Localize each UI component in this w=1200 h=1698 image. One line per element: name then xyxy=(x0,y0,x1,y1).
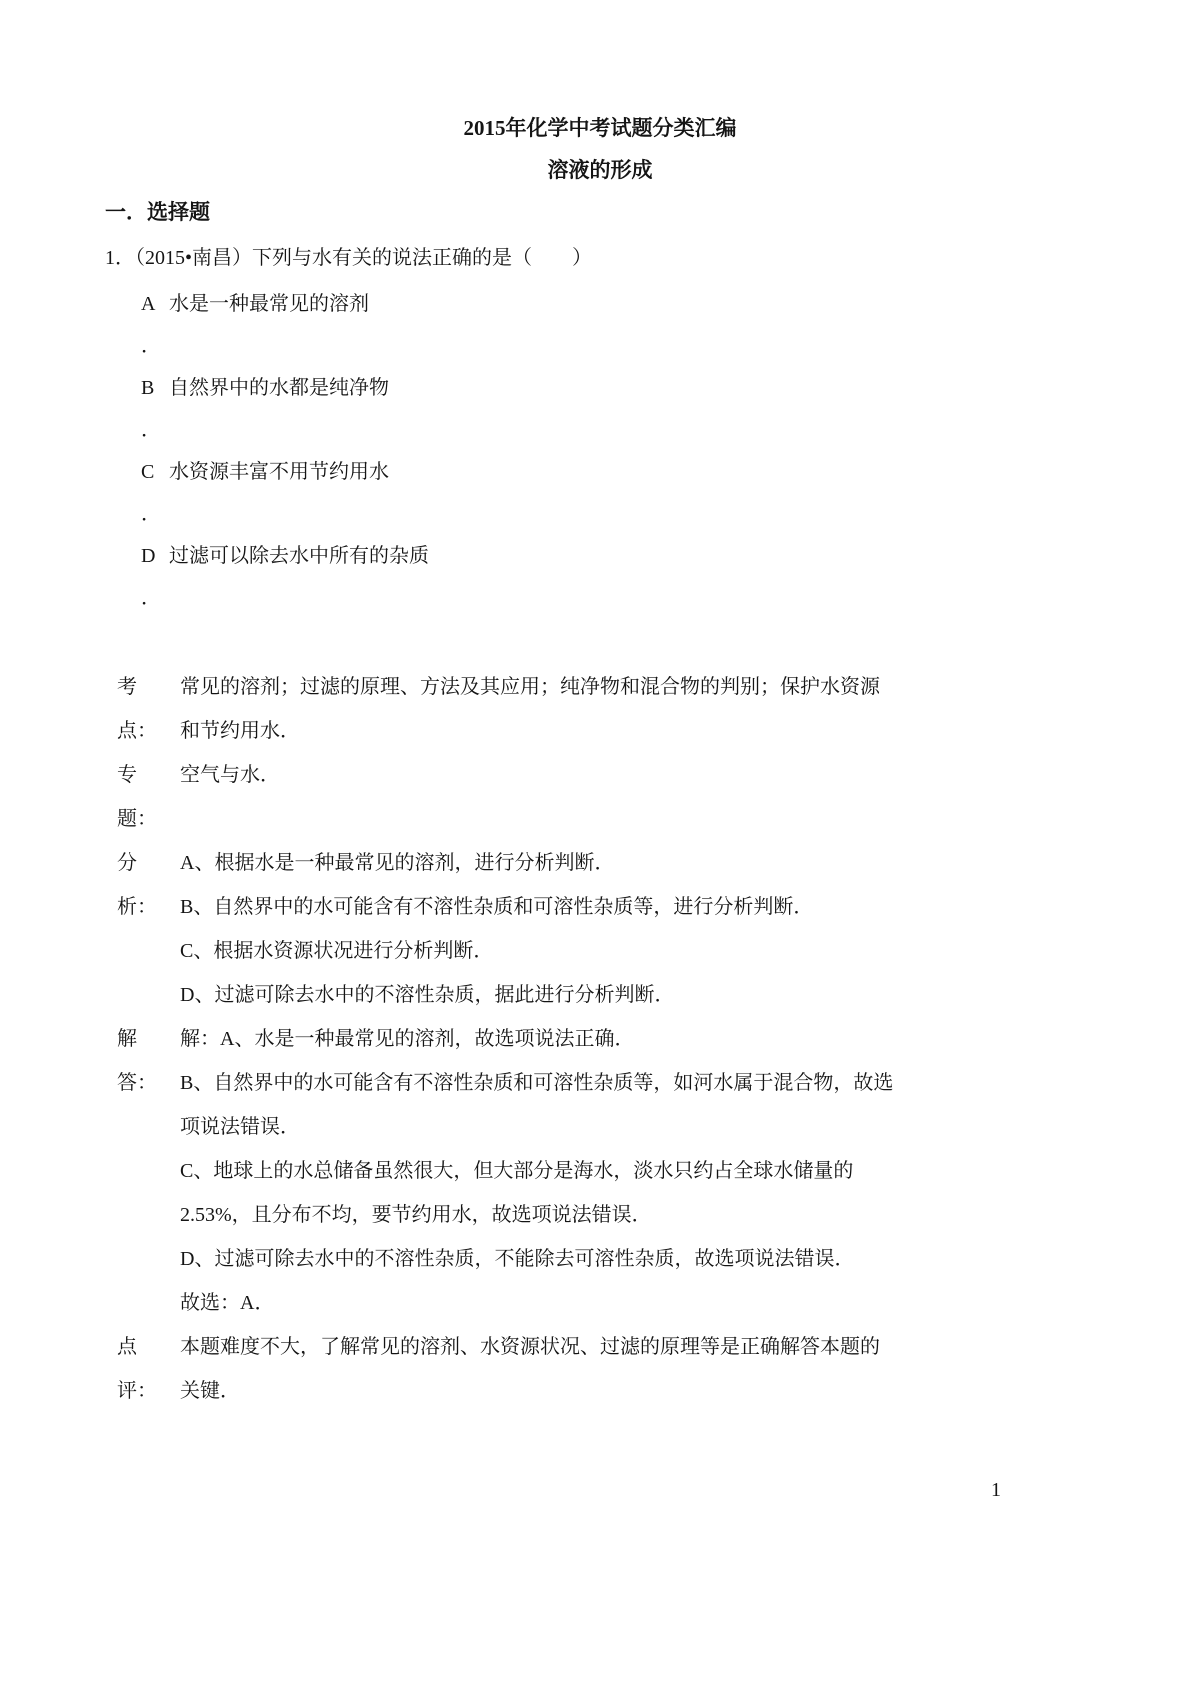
content-line: 故选：A． xyxy=(180,1292,275,1314)
option-b-main xyxy=(141,367,1200,409)
analysis-row-kaodian xyxy=(117,665,1200,753)
content-line: D、过滤可除去水中的不溶性杂质，据此进行分析判断． xyxy=(180,984,675,1006)
option-b xyxy=(141,367,1200,451)
row-label-line: 评： xyxy=(117,1380,157,1402)
analysis-row-label xyxy=(117,1325,180,1413)
analysis-row-content xyxy=(180,753,1080,797)
content-line: B、自然界中的水可能含有不溶性杂质和可溶性杂质等，如河水属于混合物，故选 xyxy=(180,1072,894,1094)
option-c-label: C xyxy=(141,461,155,483)
row-label-line: 点 xyxy=(117,1336,137,1358)
analysis-row-label xyxy=(117,753,180,841)
option-c-text: 水资源丰富不用节约用水 xyxy=(169,461,389,483)
content-line: D、过滤可除去水中的不溶性杂质，不能除去可溶性杂质，故选项说法错误． xyxy=(180,1248,855,1270)
content-line: 空气与水． xyxy=(180,764,280,786)
option-c-main xyxy=(141,451,1200,493)
content-line: C、地球上的水总储备虽然很大，但大部分是海水，淡水只约占全球水储量的 xyxy=(180,1160,854,1182)
analysis-table xyxy=(117,665,1200,1413)
option-d-period: ． xyxy=(141,587,161,609)
option-a xyxy=(141,283,1200,367)
option-d-text: 过滤可以除去水中所有的杂质 xyxy=(169,545,429,567)
analysis-row-zhuanti xyxy=(117,753,1200,841)
content-line: 本题难度不大，了解常见的溶剂、水资源状况、过滤的原理等是正确解答本题的 xyxy=(180,1336,880,1358)
page-subtitle: 溶液的形成 xyxy=(547,158,653,182)
content-line: B、自然界中的水可能含有不溶性杂质和可溶性杂质等，进行分析判断． xyxy=(180,896,814,918)
content-line: 解：A、水是一种最常见的溶剂，故选项说法正确． xyxy=(180,1028,635,1050)
row-label-line: 题： xyxy=(117,808,157,830)
analysis-row-content xyxy=(180,1017,1080,1325)
page-number: 1 xyxy=(991,1479,1001,1501)
option-d-label: D xyxy=(141,545,156,567)
content-line: 常见的溶剂；过滤的原理、方法及其应用；纯净物和混合物的判别；保护水资源 xyxy=(180,676,880,698)
analysis-row-content xyxy=(180,841,1080,1017)
row-label-line: 点： xyxy=(117,720,157,742)
option-c-period: ． xyxy=(141,503,161,525)
question-stem: 1．（2015•南昌）下列与水有关的说法正确的是（ ） xyxy=(105,247,593,269)
row-label-line: 考 xyxy=(117,676,137,698)
analysis-row-fenxi xyxy=(117,841,1200,1017)
analysis-row-dianping xyxy=(117,1325,1200,1413)
row-label-line: 答： xyxy=(117,1072,157,1094)
analysis-row-label xyxy=(117,665,180,753)
content-line: 2.53%，且分布不均，要节约用水，故选项说法错误． xyxy=(180,1204,652,1226)
analysis-row-content xyxy=(180,665,1080,753)
option-d-main xyxy=(141,535,1200,577)
option-b-label: B xyxy=(141,377,155,399)
option-a-label: A xyxy=(141,293,156,315)
analysis-row-label xyxy=(117,1017,180,1105)
option-a-period: ． xyxy=(141,335,161,357)
content-line: 项说法错误． xyxy=(180,1116,300,1138)
analysis-row-label xyxy=(117,841,180,929)
option-c xyxy=(141,451,1200,535)
row-label-line: 析： xyxy=(117,896,157,918)
analysis-row-jieda xyxy=(117,1017,1200,1325)
content-line: A、根据水是一种最常见的溶剂，进行分析判断． xyxy=(180,852,615,874)
page-title: 2015年化学中考试题分类汇编 xyxy=(463,116,737,140)
option-b-period: ． xyxy=(141,419,161,441)
option-b-text: 自然界中的水都是纯净物 xyxy=(169,377,389,399)
row-label-line: 分 xyxy=(117,852,137,874)
row-label-line: 专 xyxy=(117,764,137,786)
content-line: C、根据水资源状况进行分析判断． xyxy=(180,940,494,962)
content-line: 和节约用水． xyxy=(180,720,300,742)
option-a-main xyxy=(141,283,1200,325)
analysis-row-content xyxy=(180,1325,1080,1413)
option-d xyxy=(141,535,1200,619)
options-list xyxy=(141,283,1200,619)
content-line: 关键． xyxy=(180,1380,240,1402)
option-a-text: 水是一种最常见的溶剂 xyxy=(169,293,369,315)
row-label-line: 解 xyxy=(117,1028,137,1050)
section-heading: 一．选择题 xyxy=(105,200,210,224)
